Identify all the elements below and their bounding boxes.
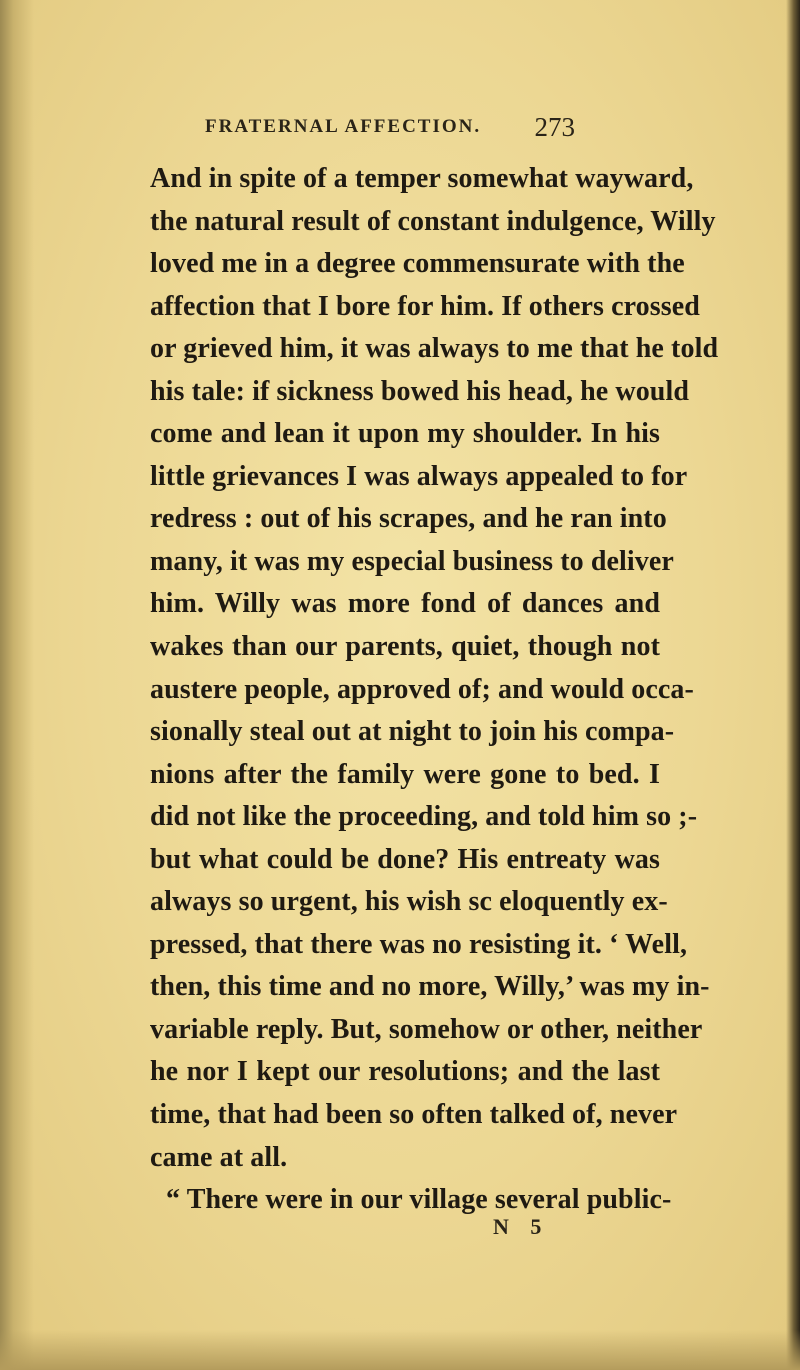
text-line: little grievances I was always appealed to for [150, 460, 688, 492]
page-bottom-edge-shadow [0, 1330, 800, 1370]
text-line: sionally steal out at night to join his compa- [150, 716, 675, 748]
text-line: the natural result of constant indulgence, Willy [150, 205, 716, 237]
text-line: wakes than our parents, quiet, though not [150, 631, 660, 663]
text-line: many, it was my especial business to deliver [150, 545, 674, 577]
text-line: did not like the proceeding, and told him so ;- [150, 801, 698, 833]
page-header [205, 112, 575, 146]
text-line: loved me in a degree commensurate with the [150, 248, 685, 280]
text-line: but what could be done? His entreaty was [150, 843, 660, 875]
text-line: “ There were in our village several public- [166, 1184, 672, 1216]
signature-mark: N 5 [493, 1214, 550, 1239]
body-text [150, 158, 719, 1222]
text-line: austere people, approved of; and would occa- [150, 673, 694, 705]
text-line: him. Willy was more fond of dances and [150, 588, 660, 620]
page-right-edge-shadow [786, 0, 800, 1370]
text-line: variable reply. But, somehow or other, neither [150, 1013, 703, 1045]
text-line: come and lean it upon my shoulder. In his [150, 418, 660, 450]
text-line: his tale: if sickness bowed his head, he would [150, 375, 690, 407]
text-line: then, this time and no more, Willy,’ was my in- [150, 971, 710, 1003]
page-number: 273 [534, 112, 575, 142]
text-line: nions after the family were gone to bed. I [150, 758, 660, 790]
running-head: FRATERNAL AFFECTION. [205, 116, 482, 137]
page-left-edge-shadow [0, 0, 34, 1370]
text-line: always so urgent, his wish sc eloquently ex- [150, 886, 668, 918]
text-line: And in spite of a temper somewhat wayward, [150, 163, 694, 194]
text-line: or grieved him, it was always to me that he told [150, 333, 719, 365]
text-line: he nor I kept our resolutions; and the last [150, 1056, 660, 1088]
text-line: affection that I bore for him. If others crossed [150, 290, 700, 322]
text-line: redress : out of his scrapes, and he ran into [150, 503, 667, 535]
text-line: time, that had been so often talked of, never [150, 1099, 678, 1131]
text-line: pressed, that there was no resisting it. ‘ Well, [150, 928, 688, 960]
text-line: came at all. [150, 1141, 288, 1173]
